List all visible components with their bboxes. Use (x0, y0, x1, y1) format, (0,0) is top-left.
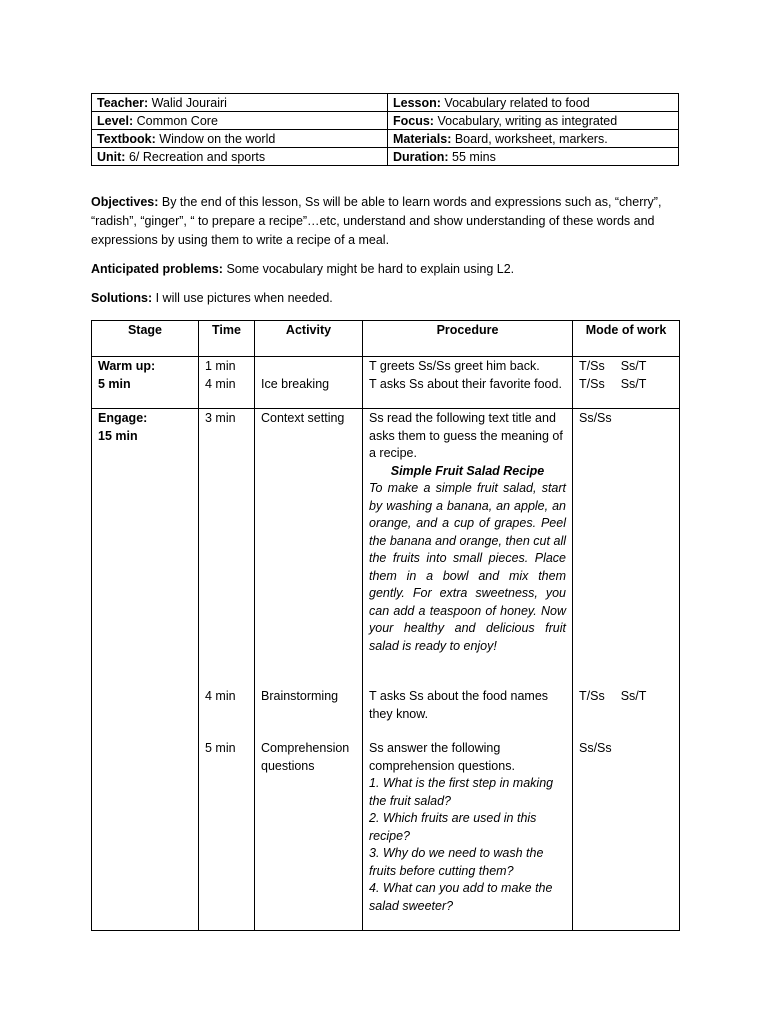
materials-value: Board, worksheet, markers. (454, 131, 608, 146)
warm-up-activity: Ice breaking (261, 376, 330, 391)
engage-time-1: 3 min (205, 411, 236, 425)
unit-cell (92, 148, 388, 166)
teacher-label: Teacher: (97, 95, 149, 110)
mode-value: T/Ss (579, 359, 605, 373)
engage-procedure-cell (363, 409, 573, 931)
engage-activity-cell (255, 409, 363, 931)
warm-up-stage-cell (92, 357, 199, 409)
warm-up-time-cell (199, 357, 255, 409)
engage-mode-3: Ss/Ss (579, 741, 612, 755)
engage-mode-1: Ss/Ss (579, 411, 612, 425)
recipe-title: Simple Fruit Salad Recipe (390, 463, 545, 478)
warm-up-row (92, 357, 680, 409)
level-value: Common Core (136, 113, 218, 128)
brainstorming-procedure: T asks Ss about the food names they know. (369, 689, 549, 721)
lesson-value: Vocabulary related to food (444, 95, 590, 110)
comprehension-intro: Ss answer the following comprehension questions. (369, 741, 515, 773)
engage-time-3: 5 min (205, 741, 236, 755)
info-row (92, 148, 679, 166)
engage-activity-1: Context setting (261, 411, 345, 425)
context-setting-intro: Ss read the following text title and asks them to guess the meaning of a recipe. (369, 411, 563, 460)
engage-activity-2: Brainstorming (261, 689, 339, 703)
mode-value: T/Ss (579, 376, 605, 391)
context-setting-block (369, 410, 566, 688)
warm-up-procedure-1: T greets Ss/Ss greet him back. (369, 359, 540, 373)
solutions-label: Solutions: (91, 291, 153, 305)
mode-value: Ss/T (620, 376, 647, 391)
engage-mode-2 (579, 688, 673, 740)
engage-stage-time: 15 min (98, 428, 138, 443)
info-row (92, 94, 679, 112)
textbook-cell (92, 130, 388, 148)
objectives-paragraph (91, 193, 681, 250)
level-label: Level: (97, 113, 134, 128)
warm-up-stage-time: 5 min (98, 376, 131, 391)
comprehension-question-2: 2. Which fruits are used in this recipe? (369, 811, 537, 843)
mode-value: Ss/T (620, 359, 647, 373)
lesson-cell (388, 94, 679, 112)
teacher-value: Walid Jourairi (151, 95, 227, 110)
engage-time-2: 4 min (205, 689, 236, 703)
materials-label: Materials: (393, 131, 452, 146)
textbook-value: Window on the world (159, 131, 276, 146)
unit-label: Unit: (97, 149, 126, 164)
anticipated-problems-label: Anticipated problems: (91, 262, 223, 276)
warm-up-activity-cell (255, 357, 363, 409)
focus-cell (388, 112, 679, 130)
warm-up-time-2: 4 min (205, 376, 236, 391)
engage-stage-cell (92, 409, 199, 931)
level-cell (92, 112, 388, 130)
unit-value: 6/ Recreation and sports (128, 149, 266, 164)
warm-up-mode-cell (573, 357, 680, 409)
warm-up-mode-2 (579, 376, 673, 394)
materials-cell (388, 130, 679, 148)
recipe-text: To make a simple fruit salad, start by washing a banana, an apple, an orange, and a cup of grapes. Peel the banana and orange, then cut all the fruits into small pieces. Place them in a bowl and mix them gently. For extra sweetness, you can add a teaspoon of honey. Now your healthy and delicious fruit salad is ready to enjoy! (369, 481, 566, 653)
engage-row (92, 409, 680, 931)
warm-up-procedure-cell (363, 357, 573, 409)
warm-up-time-1: 1 min (205, 359, 236, 373)
lesson-info-table (91, 93, 679, 166)
solutions-text: I will use pictures when needed. (155, 291, 333, 305)
stage-header: Stage (92, 321, 199, 357)
duration-value: 55 mins (452, 149, 496, 164)
engage-mode-cell (573, 409, 680, 931)
info-row (92, 130, 679, 148)
comprehension-block (369, 740, 566, 915)
info-row (92, 112, 679, 130)
objectives-text: By the end of this lesson, Ss will be able to learn words and expressions such as, “cherry”, “radish”, “ginger”, “ to prepare a recipe”…etc, understand and show understanding of these words and expressions by using them to write a recipe of a meal. (91, 195, 662, 247)
procedure-header-row (92, 321, 680, 357)
activity-header: Activity (255, 321, 363, 357)
anticipated-problems-text: Some vocabulary might be hard to explain using L2. (226, 262, 515, 276)
teacher-cell (92, 94, 388, 112)
engage-stage-label: Engage: (98, 411, 148, 425)
duration-label: Duration: (393, 149, 449, 164)
anticipated-problems-paragraph (91, 260, 681, 279)
duration-cell (388, 148, 679, 166)
procedure-header: Procedure (363, 321, 573, 357)
warm-up-stage-label: Warm up: (98, 359, 156, 373)
warm-up-procedure-2: T asks Ss about their favorite food. (369, 376, 562, 391)
focus-value: Vocabulary, writing as integrated (437, 113, 618, 128)
mode-value: T/Ss (579, 689, 605, 703)
objectives-label: Objectives: (91, 195, 159, 209)
comprehension-question-3: 3. Why do we need to wash the fruits before cutting them? (369, 846, 544, 878)
engage-activity-3: Comprehension questions (261, 741, 350, 773)
mode-header: Mode of work (573, 321, 680, 357)
focus-label: Focus: (393, 113, 434, 128)
solutions-paragraph (91, 289, 681, 308)
procedure-table (91, 320, 680, 931)
comprehension-question-1: 1. What is the first step in making the fruit salad? (369, 776, 554, 808)
mode-value: Ss/T (620, 689, 647, 703)
warm-up-mode-1 (579, 358, 673, 376)
engage-time-cell (199, 409, 255, 931)
time-header: Time (199, 321, 255, 357)
comprehension-question-4: 4. What can you add to make the salad sweeter? (369, 881, 553, 913)
textbook-label: Textbook: (97, 131, 156, 146)
lesson-label: Lesson: (393, 95, 441, 110)
